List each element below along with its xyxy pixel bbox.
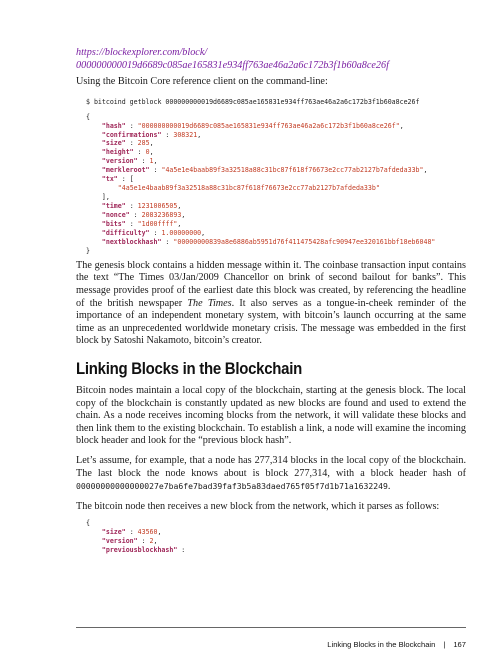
tx-value: 4a5e1e4baab89f3a32518a88c31bc87f618f76673e2cc77ab2127b7afdeda33b: [121, 184, 376, 193]
blockexplorer-link-line2[interactable]: 000000000019d6689c085ae165831e934ff763ae46a2a6c172b3f1b60a8ce26f: [76, 59, 389, 71]
genesis-message-paragraph: The genesis block contains a hidden message within it. The coinbase transaction input contains the text “The Times 03/Jan/2009 Chancellor on brink of second bailout for banks”. This message provides proof of the earliest date this block was created, by referencing the headline of the british newspaper The Times. It also serves as a tongue-in-cheek reminder of the importance of an independent monetary system, with bitcoin’s launch occurring at the same time as an unprecedented worldwide monetary crisis. The message was embedded in the first block by Satoshi Nakamoto, bitcoin’s creator.: [76, 259, 467, 347]
footer-text: [327, 640, 466, 649]
new-block-json: { "size" : 43560, "version" : 2, "previousblockhash" :: [86, 519, 186, 555]
parse-paragraph: The bitcoin node then receives a new block from the network, which it parses as follows:: [76, 500, 440, 512]
merkleroot-value: 4a5e1e4baab89f3a32518a88c31bc87f618f76673e2cc77ab2127b7afdeda33b: [165, 166, 420, 175]
bits-value: 1d00ffff: [141, 220, 174, 229]
version-value: 1: [149, 157, 154, 166]
time-value: 1231006505: [137, 202, 178, 211]
example-paragraph: Let’s assume, for example, that a node has 277,314 blocks in the local copy of the blockchain. The last block the node knows about is block 277,314, with a block header hash of 00000000000000027e7ba6fe7bad39faf3b5a83daed765f05f7d1b71a1632249.: [76, 454, 466, 493]
page-number: 167: [453, 640, 466, 649]
difficulty-value: 1.00000000: [161, 228, 202, 237]
block2-version-value: 2: [149, 537, 154, 546]
footer-section-title: Linking Blocks in the Blockchain: [327, 640, 436, 649]
command-line: $ bitcoind getblock 000000000019d6689c085ae165831e934ff763ae46a2a6c172b3f1b60a8ce26f: [86, 97, 420, 106]
nonce-value: 2083236893: [141, 211, 182, 220]
footer-separator: |: [443, 640, 446, 649]
genesis-block-json: { "hash" : "000000000019d6689c085ae165831e934ff763ae46a2a6c172b3f1b60a8ce26f", "confirmations" : 308321, "size" : 285, "height" : 0, "version" : 1, "merkleroot" : "4a5e1e4baab89f3a32518a88c31bc87f618f76673e2cc77ab2127b7afdeda33b", "tx" : [ "4a5e1e4baab89f3a32518a88c31bc87f618f76673e2cc77ab2127b7afdeda33b" ], "time" : 1231006505, "nonce" : 2083236893, "bits" : "1d00ffff", "difficulty" : 1.00000000, "nextblockhash" : "00000000839a8e6886ab5951d76f411475428afc90947ee320161bbf18eb6048" }: [86, 112, 436, 255]
block2-size-value: 43560: [137, 528, 158, 537]
section-heading: Linking Blocks in the Blockchain: [76, 359, 302, 378]
page-body: [76, 47, 466, 555]
linking-paragraph: Bitcoin nodes maintain a local copy of the blockchain, starting at the genesis block. The local copy of the blockchain is constantly updated as new blocks are found and used to extend the chain. As a node receives incoming blocks from the network, it will validate these blocks and then link them to the existing blockchain. To establish a link, a node will examine the incoming block header and look for the “previous block hash”.: [76, 385, 466, 447]
height-value: 0: [145, 148, 150, 157]
nextblockhash-value: 00000000839a8e6886ab5951d76f411475428afc90947ee320161bbf18eb6048: [177, 237, 432, 246]
hash-value: 000000000019d6689c085ae165831e934ff763ae46a2a6c172b3f1b60a8ce26f: [141, 121, 396, 130]
page-footer: [76, 627, 466, 649]
size-value: 285: [137, 139, 150, 148]
blockexplorer-link-line1[interactable]: https://blockexplorer.com/block/: [76, 47, 208, 58]
confirmations-value: 308321: [173, 130, 198, 139]
intro-text: Using the Bitcoin Core reference client on the command-line:: [76, 76, 328, 87]
